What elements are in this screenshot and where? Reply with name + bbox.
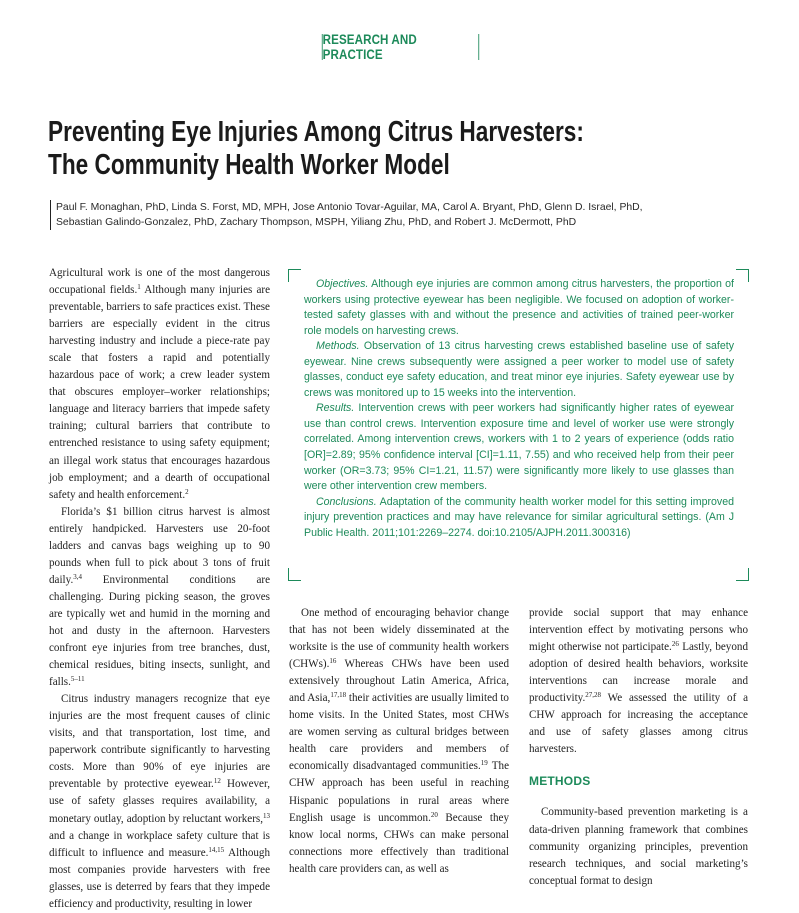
bracket-corner (736, 568, 749, 581)
authors-line-2: Sebastian Galindo-Gonzalez, PhD, Zachary Thompson, MSPH, Yiliang Zhu, PhD, and Robert J. McDermott, PhD (56, 217, 577, 228)
abstract-text (304, 277, 734, 541)
paragraph: One method of encouraging behavior change that has not been widely disseminated at the worksite is the use of community health workers (CHWs).$^{16}$ Whereas CHWs have been used extensively throughout Latin America, Africa, and Asia,$^{17,18}$ their activities are usually limited to home visits. In the United States, most CHWs are women serving as cultural bridges between health care providers and members of economically disadvantaged communities.$^{19}$ The CHW approach has been useful in reaching Hispanic populations in rural areas where English usage is uncommon.$^{20}$ Because they know local norms, CHWs can make personal connections more effectively than traditional health care providers can, as well as (289, 607, 509, 875)
bracket-corner (288, 269, 301, 282)
title-line-1: Preventing Eye Injuries Among Citrus Harvesters: (48, 116, 584, 148)
methods-heading: METHODS (529, 774, 591, 789)
article-title (48, 116, 584, 182)
abstract-methods: Methods. Observation of 13 citrus harvesting crews established baseline use of safety eyewear. Nine crews subsequently were assigned a peer worker to model use of safety glasses, conduct eye safety education, and treat minor eye injuries. Safety eyewear use by crews was monitored up to 15 weeks into the intervention. (304, 340, 734, 399)
abstract-conclusions: Conclusions. Adaptation of the community health worker model for this setting improved injury prevention practices and may have relevance for similar agricultural settings. (Am J Public Health. 2011;101:2269–2274. doi:10.2105/AJPH.2011.300316) (304, 495, 734, 539)
citation: (Am J Public Health. 2011;101:2269–2274. doi:10.2105/AJPH.2011.300316) (304, 511, 734, 539)
title-line-2: The Community Health Worker Model (48, 149, 450, 181)
authors-line-1: Paul F. Monaghan, PhD, Linda S. Forst, MD, MPH, Jose Antonio Tovar-Aguilar, MA, Carol A. Bryant, PhD, Glenn D. Israel, PhD, (56, 202, 643, 213)
abstract-box (288, 269, 749, 581)
bracket-corner (736, 269, 749, 282)
paragraph: Citrus industry managers recognize that eye injuries are the most frequent causes of clinic visits, and that transportation, lost time, and paperwork contribute significantly to harvesting costs. More than 90% of eye injuries are preventable by protective eyewear.$^{12}$ However, use of safety glasses requires availability, a monetary outlay, adoption by reluctant workers,$^{13}$ and a change in workplace safety culture that is difficult to influence and measure.$^{14,15}$ Although most companies provide harvesters with free glasses, use is deterred by fears that they impede efficiency and productivity, resulting in lower (49, 693, 271, 910)
abstract-objectives: Objectives. Although eye injuries are common among citrus harvesters, the proportion of workers using protective eyewear has been negligible. We focused on adoption of worker-tested safety glasses with and without the presence and activities of trained peer-worker role models on harvesting crews. (304, 278, 734, 337)
paragraph: Community-based prevention marketing is a data-driven planning framework that combines community organizing principles, prevention research techniques, and social marketing’s conceptual format to design (529, 806, 748, 887)
abstract-results: Results. Intervention crews with peer workers had significantly higher rates of eyewear use than control crews. Intervention exposure time and level of worker use were strongly correlated. Among intervention crews, workers with 1 to 2 years of experience (odds ratio [OR]=2.89; 95% confidence interval [CI]=1.11, 7.55) and who received help from their peer worker (OR=3.73; 95% CI=1.21, 11.57) were significantly more likely to use glasses than were other intervention crew members. (304, 402, 734, 493)
middle-column (289, 605, 509, 878)
right-column (529, 605, 748, 890)
section-tag: RESEARCH AND PRACTICE (322, 34, 479, 60)
paragraph: Florida’s $1 billion citrus harvest is almost entirely handpicked. Harvesters use 20-foot ladders and canvas bags weighing up to 90 pounds when full to pick about 3 tons of fruit daily.$^{3,4}$ Environmental conditions are challenging. During picking season, the groves are typically wet and humid in the morning and hot and dusty in the afternoon. Harvesters confront eye injuries from tree branches, dust, chemical residues, biting insects, sunlight, and falls.$^{5-11}$ (49, 505, 270, 689)
paragraph: provide social support that may enhance intervention effect by motivating persons who might otherwise not participate.$^{26}$ Lastly, beyond adoption of desired health behaviors, worksite interventions can increase morale and productivity.$^{27,28}$ We assessed the utility of a CHW approach for increasing the acceptance and use of safety glasses among citrus harvesters. (529, 607, 748, 756)
left-column (49, 265, 270, 913)
author-list (50, 200, 696, 230)
paragraph: Agricultural work is one of the most dangerous occupational fields.$^1$ Although many injuries are preventable, barriers to safe practices exist. These barriers are especially evident in the citrus harvesting industry and include a piece-rate pay scale that fosters a rapid and potentially hazardous pace of work; a crew leader system that obscures employer–worker relationships; language and literacy barriers that impede safety training; cultural barriers that contribute to entrenched resistance to using safety equipment; an illegal work status that encourages hazardous job employment; and a dearth of occupational safety and health enforcement.$^2$ (49, 267, 271, 501)
bracket-corner (288, 568, 301, 581)
